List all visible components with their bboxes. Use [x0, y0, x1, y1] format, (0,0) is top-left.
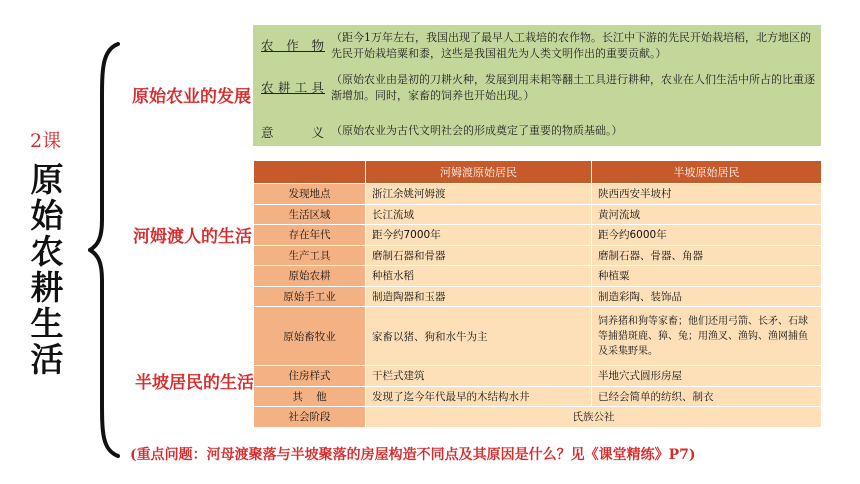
table-header-row: [254, 161, 822, 184]
table-row: [254, 386, 822, 407]
table-row: [254, 225, 822, 246]
banpo-cell: 磨制石器、骨器、角器: [592, 245, 822, 266]
section-label-agriculture: 原始农业的发展: [132, 87, 251, 107]
banpo-cell: 饲养猪和狗等家畜；他们还用弓箭、长矛、石球等捕猎斑鹿、獐、兔；用渔叉、渔钩、渔网捕鱼及采集野果。: [592, 307, 822, 366]
row-label: 其 他: [254, 386, 366, 407]
lesson-title-char: 原: [30, 160, 64, 199]
section-label-hemudu: 河姆渡人的生活: [133, 227, 252, 247]
agri-term: 农耕工具: [261, 80, 325, 95]
hemudu-cell: 浙江余姚河姆渡: [366, 184, 592, 205]
banpo-cell: 半地穴式圆形房屋: [592, 366, 822, 387]
lesson-title-char: 农: [30, 232, 64, 271]
table-header-banpo: 半坡原始居民: [592, 161, 822, 184]
hemudu-cell: 磨制石器和骨器: [366, 245, 592, 266]
section-label-banpo: 半坡居民的生活: [135, 373, 254, 393]
hemudu-cell: 家畜以猪、狗和水牛为主: [366, 307, 592, 366]
lesson-title-char: 活: [30, 340, 64, 379]
hemudu-cell: 长江流域: [366, 204, 592, 225]
banpo-cell: 制造彩陶、装饰品: [592, 286, 822, 307]
hemudu-cell: 制造陶器和玉器: [366, 286, 592, 307]
merged-cell: 氏族公社: [366, 407, 822, 428]
table-header-hemudu: 河姆渡原始居民: [366, 161, 592, 184]
row-label: 生活区域: [254, 204, 366, 225]
table-row: [254, 184, 822, 205]
banpo-cell: 种植粟: [592, 266, 822, 287]
agri-term: 农作物: [261, 38, 325, 53]
lesson-number: 2课: [30, 130, 62, 152]
brace-icon: [88, 40, 124, 460]
table-header-corner: [254, 161, 366, 184]
table-row: [254, 266, 822, 287]
row-label: 存在年代: [254, 225, 366, 246]
hemudu-cell: 干栏式建筑: [366, 366, 592, 387]
row-label: 原始农耕: [254, 266, 366, 287]
row-label: 社会阶段: [254, 407, 366, 428]
banpo-cell: 已经会简单的纺织、制衣: [592, 386, 822, 407]
key-question: (重点问题：河母渡聚落与半坡聚落的房屋构造不同点及其原因是什么？见《课堂精练》P7): [130, 447, 696, 463]
banpo-cell: 距今约6000年: [592, 225, 822, 246]
comparison-table: [253, 160, 822, 428]
lesson-title: [22, 162, 72, 378]
table-row: [254, 307, 822, 366]
agri-desc: （距今1万年左右，我国出现了最早人工栽培的农作物。长江中下游的先民开始栽培稻，北方地区的先民开始栽培粟和黍，这些是我国祖先为人类文明作出的重要贡献。）: [331, 31, 811, 60]
hemudu-cell: 发现了迄今年代最早的木结构水井: [366, 386, 592, 407]
table-row: [254, 407, 822, 428]
agri-term: 意 义: [261, 125, 325, 140]
row-label: 住房样式: [254, 366, 366, 387]
row-label: 发现地点: [254, 184, 366, 205]
table-row: [254, 366, 822, 387]
hemudu-cell: 种植水稻: [366, 266, 592, 287]
agri-desc: （原始农业由是初的刀耕火种，发展到用耒耜等翻土工具进行耕种，农业在人们生活中所占的比重逐渐增加。同时，家畜的饲养也开始出现。）: [331, 73, 815, 102]
row-label: 原始手工业: [254, 286, 366, 307]
table-row: [254, 286, 822, 307]
agriculture-box: [253, 25, 821, 146]
lesson-title-char: 生: [30, 304, 64, 343]
table-row: [254, 204, 822, 225]
table-row: [254, 245, 822, 266]
lesson-title-char: 始: [30, 196, 64, 235]
banpo-cell: 陕西西安半坡村: [592, 184, 822, 205]
row-label: 生产工具: [254, 245, 366, 266]
hemudu-cell: 距今约7000年: [366, 225, 592, 246]
lesson-title-char: 耕: [30, 268, 64, 307]
banpo-cell: 黄河流域: [592, 204, 822, 225]
row-label: 原始畜牧业: [254, 307, 366, 366]
agri-desc: （原始农业为古代文明社会的形成奠定了重要的物质基础。）: [331, 124, 623, 137]
